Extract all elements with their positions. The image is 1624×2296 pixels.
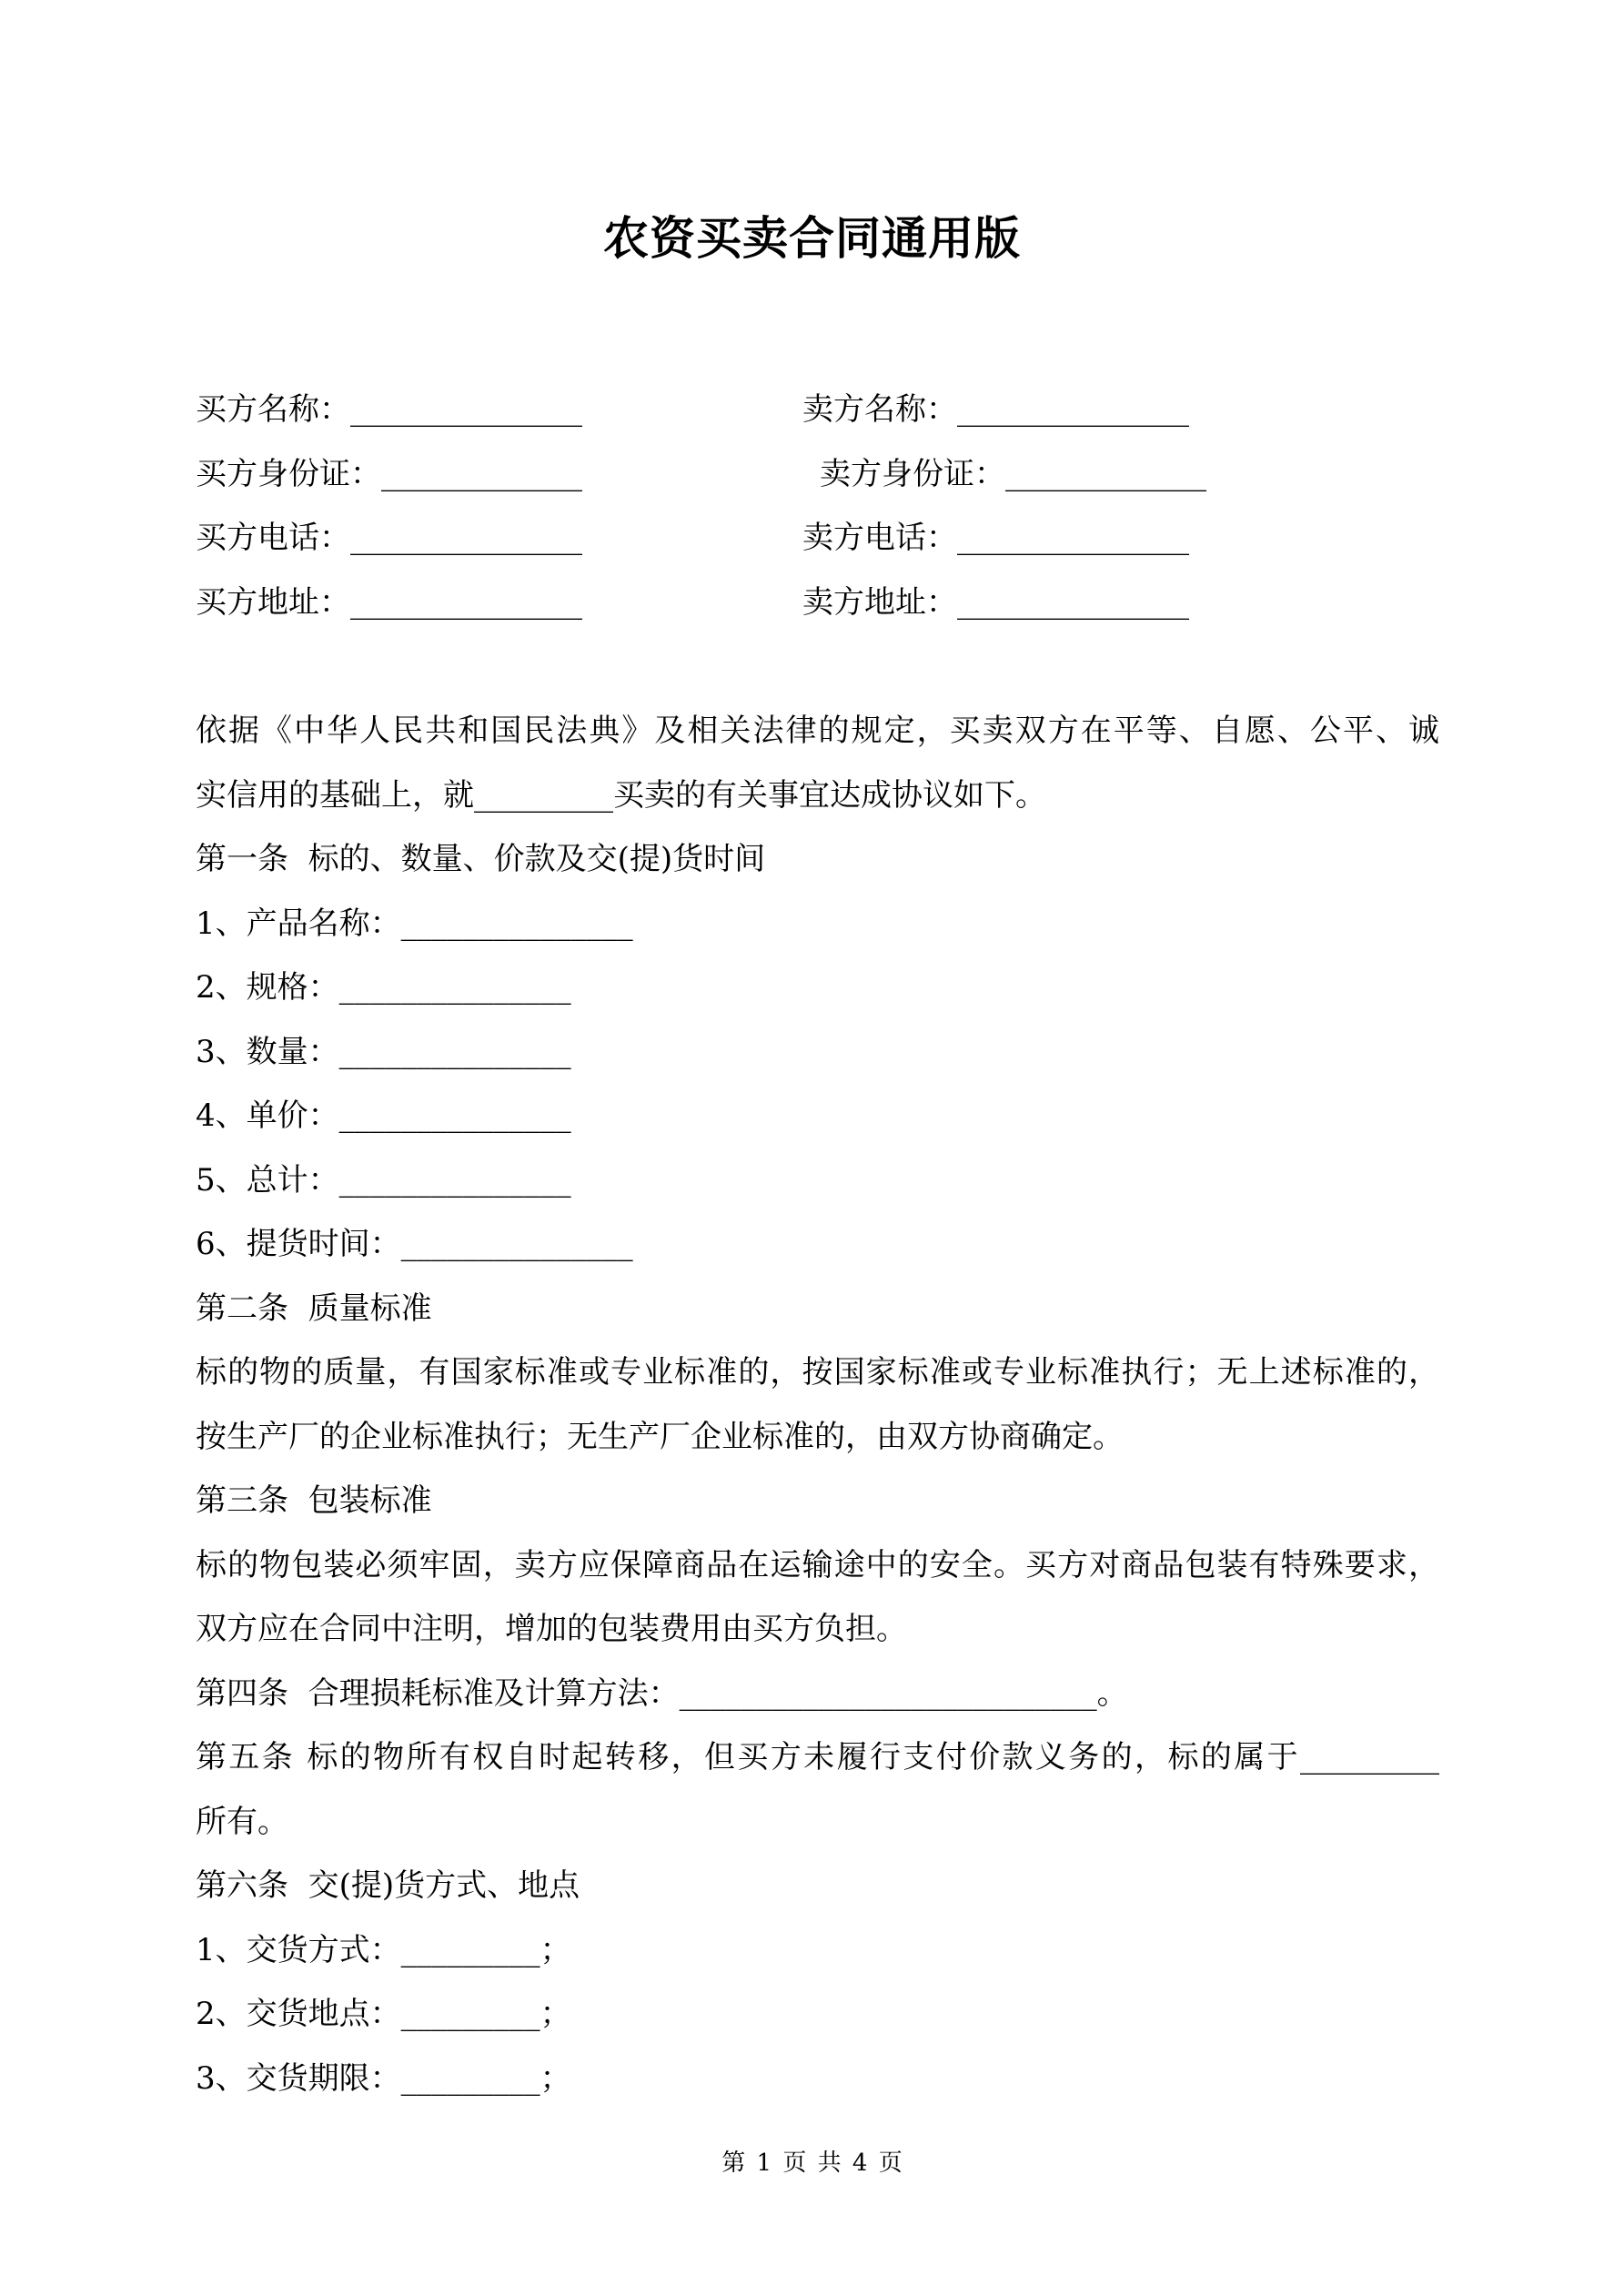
body-line: 按生产厂的企业标准执行；无生产厂企业标准的，由双方协商确定。 (196, 1418, 1124, 1455)
body-line: 第四条 合理损耗标准及计算方法：___________________________。 (196, 1674, 1128, 1712)
seller-name-field: 卖方名称：_______________ (802, 391, 1189, 428)
body-line: 2、交货地点：_________； (196, 1996, 571, 2032)
body-line: 标的物的质量，有国家标准或专业标准的，按国家标准或专业标准执行；无上述标准的， (196, 1354, 1439, 1391)
buyer-id-field: 买方身份证：_____________ (196, 456, 582, 492)
buyer-phone-field: 买方电话：_______________ (196, 520, 582, 556)
page-number: 第 1 页 共 4 页 (721, 2149, 903, 2177)
buyer-address-field: 买方地址：_______________ (196, 584, 582, 621)
buyer-name-field: 买方名称：_______________ (196, 391, 582, 428)
seller-id-field: 卖方身份证：_____________ (820, 456, 1206, 492)
body-line: 3、数量：_______________ (196, 1033, 571, 1070)
body-line: 第三条 包装标准 (196, 1482, 432, 1519)
body-line: 6、提货时间：_______________ (196, 1226, 633, 1262)
body-line: 1、产品名称：_______________ (196, 905, 633, 942)
seller-address-field: 卖方地址：_______________ (802, 584, 1189, 621)
document-title: 农资买卖合同通用版 (603, 211, 1021, 265)
body-line: 1、交货方式：_________； (196, 1931, 571, 1968)
body-line: 5、总计：_______________ (196, 1161, 571, 1199)
body-line: 所有。 (196, 1803, 288, 1840)
body-line: 4、单价：_______________ (196, 1097, 571, 1134)
body-line: 第二条 质量标准 (196, 1290, 432, 1327)
body-line: 依据《中华人民共和国民法典》及相关法律的规定，买卖双方在平等、自愿、公平、诚 (196, 713, 1439, 749)
contract-body (196, 699, 1439, 2110)
body-line: 第六条 交(提)货方式、地点 (196, 1867, 580, 1904)
body-line: 实信用的基础上，就_________买卖的有关事宜达成协议如下。 (196, 776, 1046, 814)
body-line: 双方应在合同中注明，增加的包装费用由买方负担。 (196, 1611, 907, 1647)
body-line: 2、规格：_______________ (196, 969, 571, 1006)
body-line: 标的物包装必须牢固，卖方应保障商品在运输途中的安全。买方对商品包装有特殊要求， (196, 1546, 1439, 1583)
body-line: 第五条 标的物所有权自时起转移，但买方未履行支付价款义务的，标的属于_________ (196, 1739, 1439, 1775)
seller-phone-field: 卖方电话：_______________ (802, 520, 1189, 556)
body-line: 3、交货期限：_________； (196, 2059, 571, 2097)
body-line: 第一条 标的、数量、价款及交(提)货时间 (196, 841, 766, 877)
